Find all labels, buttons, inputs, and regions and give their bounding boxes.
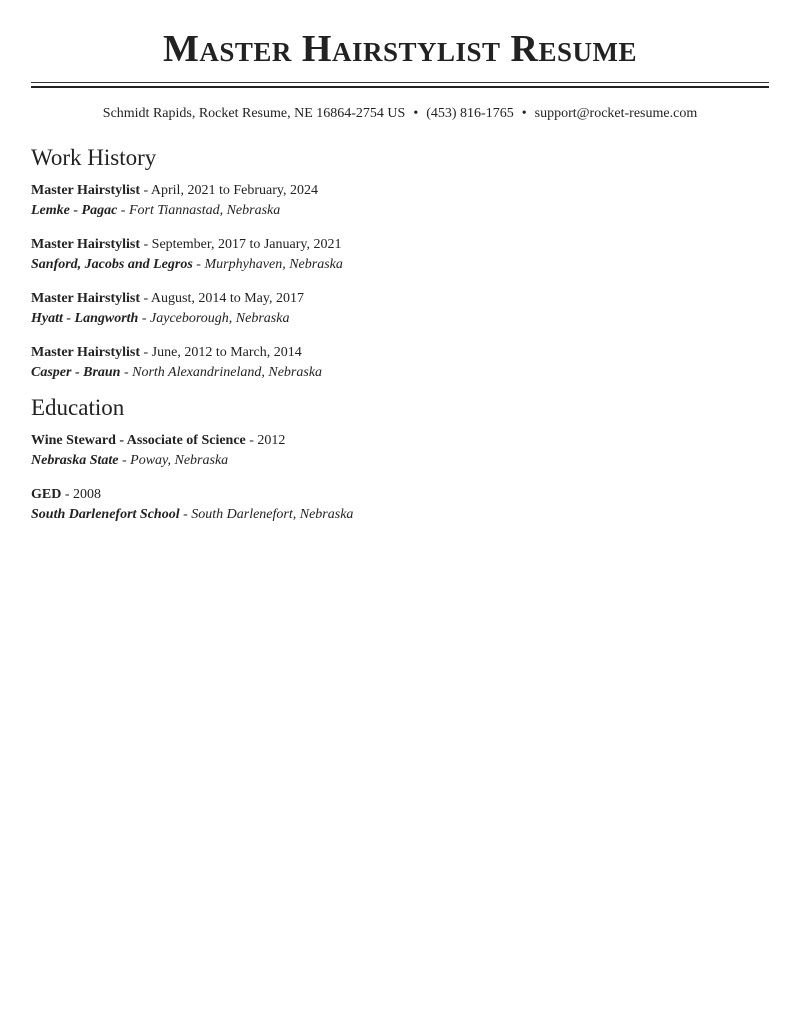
bullet-separator: • — [521, 106, 527, 121]
work-history-heading: Work History — [31, 145, 157, 170]
job-title: Master Hairstylist — [31, 345, 140, 360]
work-entry — [31, 181, 769, 221]
employer: Sanford, Jacobs and Legros — [31, 257, 193, 272]
resume-title: Master Hairstylist Resume — [163, 28, 637, 70]
degree: Wine Steward - Associate of Science — [31, 433, 246, 448]
header-divider-thick — [31, 86, 769, 88]
work-entry — [31, 343, 769, 383]
job-location: - Fort Tiannastad, Nebraska — [117, 203, 281, 218]
work-entry — [31, 235, 769, 275]
job-location: - Jayceborough, Nebraska — [138, 311, 290, 326]
job-title: Master Hairstylist — [31, 183, 140, 198]
job-dates: - August, 2014 to May, 2017 — [140, 291, 304, 306]
employer: Lemke - Pagac — [31, 203, 118, 218]
degree: GED — [31, 487, 62, 502]
work-entry — [31, 289, 769, 329]
employer: Casper - Braun — [31, 365, 121, 380]
school: South Darlenefort School — [31, 507, 180, 522]
bullet-separator: • — [413, 106, 419, 121]
job-location: - North Alexandrineland, Nebraska — [120, 365, 323, 380]
contact-email: support@rocket-resume.com — [534, 106, 698, 121]
contact-line — [31, 105, 769, 123]
graduation-year: - 2008 — [61, 487, 102, 502]
graduation-year: - 2012 — [245, 433, 286, 448]
employer: Hyatt - Langworth — [31, 311, 139, 326]
job-dates: - April, 2021 to February, 2024 — [140, 183, 318, 198]
education-entry — [31, 485, 769, 525]
education-heading: Education — [31, 395, 125, 420]
contact-address: Schmidt Rapids, Rocket Resume, NE 16864-2754 US — [102, 106, 406, 121]
contact-phone: (453) 816-1765 — [426, 106, 514, 121]
job-location: - Murphyhaven, Nebraska — [192, 257, 343, 272]
education-entry — [31, 431, 769, 471]
school-location: - South Darlenefort, Nebraska — [179, 507, 354, 522]
job-dates: - September, 2017 to January, 2021 — [140, 237, 342, 252]
school-location: - Poway, Nebraska — [118, 453, 229, 468]
work-history-list — [31, 181, 769, 383]
job-dates: - June, 2012 to March, 2014 — [140, 345, 302, 360]
school: Nebraska State — [31, 453, 119, 468]
header-divider-thin — [31, 82, 769, 83]
job-title: Master Hairstylist — [31, 237, 140, 252]
education-list — [31, 431, 769, 525]
job-title: Master Hairstylist — [31, 291, 140, 306]
